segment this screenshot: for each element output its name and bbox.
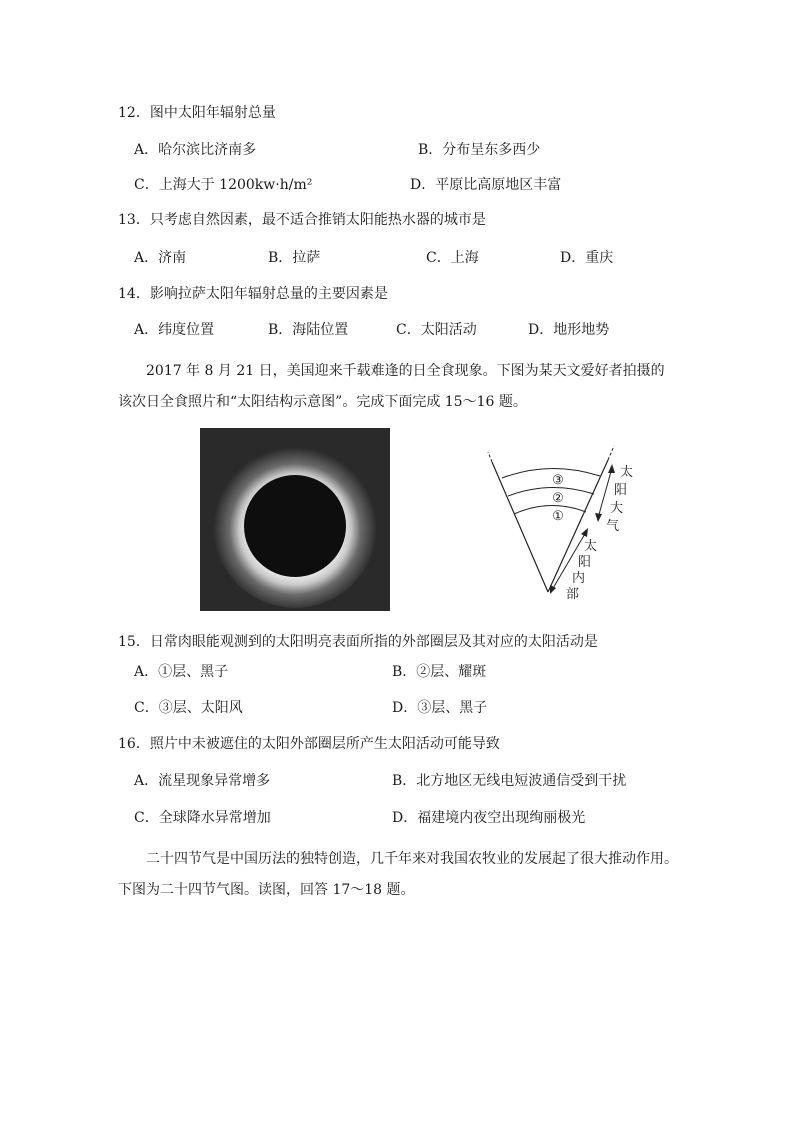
- solar-terms-intro-text: 二十四节气是中国历法的独特创造，几千年来对我国农牧业的发展起了很大推动作用。下图为二十四节气图。读图，回答 17～18 题。: [118, 851, 678, 898]
- question-13-option-a: A．济南: [134, 250, 187, 266]
- interior-char-2: 阳: [578, 555, 592, 570]
- question-14-option-d: D．地形地势: [528, 322, 610, 338]
- eclipse-intro-paragraph: [118, 356, 678, 418]
- question-15-stem: 15．日常肉眼能观测到的太阳明亮表面所指的外部圈层及其对应的太阳活动是: [118, 634, 598, 650]
- question-13-option-d: D．重庆: [560, 250, 614, 266]
- question-14-stem: 14．影响拉萨太阳年辐射总量的主要因素是: [118, 286, 388, 302]
- question-15-option-b: B．②层、耀斑: [392, 664, 487, 680]
- atmosphere-char-2: 阳: [614, 483, 628, 498]
- question-14-option-c: C．太阳活动: [396, 322, 477, 338]
- question-16-option-c: C．全球降水异常增加: [134, 810, 271, 826]
- interior-char-3: 内: [572, 571, 586, 586]
- question-13-option-c: C．上海: [426, 250, 479, 266]
- interior-arrow-head-up: [581, 528, 588, 537]
- cone-left-line: [492, 462, 548, 592]
- question-16-option-a: A．流星现象异常增多: [134, 773, 271, 789]
- question-12-option-b: B．分布呈东多西少: [418, 142, 541, 158]
- atmosphere-char-4: 气: [606, 519, 620, 534]
- question-15-option-c: C．③层、太阳风: [134, 700, 243, 716]
- sun-structure-svg: [480, 442, 640, 602]
- question-12-option-d: D．平原比高原地区丰富: [410, 177, 562, 193]
- question-15-option-a: A．①层、黑子: [134, 664, 229, 680]
- interior-char-1: 太: [584, 539, 598, 554]
- question-12-stem: 12．图中太阳年辐射总量: [118, 105, 276, 121]
- layer-arc-2: [508, 487, 594, 496]
- question-14-option-a: A．纬度位置: [134, 322, 215, 338]
- question-12-option-a: A．哈尔滨比济南多: [134, 142, 257, 158]
- interior-char-4: 部: [566, 587, 580, 602]
- atmosphere-arrow-head-down: [595, 513, 602, 522]
- solar-terms-intro-paragraph: [118, 844, 680, 906]
- atmosphere-arrow-head-up: [608, 464, 615, 473]
- eclipse-photo: [200, 428, 390, 611]
- question-13-option-b: B．拉萨: [268, 250, 321, 266]
- question-16-stem: 16．照片中未被遮住的太阳外部圈层所产生太阳活动可能导致: [118, 736, 500, 752]
- layer-label-3: ③: [552, 473, 564, 488]
- question-15-option-d: D．③层、黑子: [392, 700, 488, 716]
- layer-label-1: ①: [552, 509, 564, 524]
- atmosphere-char-1: 太: [620, 465, 634, 480]
- question-13-stem: 13．只考虑自然因素，最不适合推销太阳能热水器的城市是: [118, 212, 486, 228]
- interior-arrow-head-down: [550, 585, 556, 594]
- eclipse-photo-image: [200, 428, 390, 611]
- layer-label-2: ②: [552, 491, 564, 506]
- eclipse-intro-text: 2017 年 8 月 21 日，美国迎来千载难逢的日全食现象。下图为某天文爱好者拍摄的该次日全食照片和“太阳结构示意图”。完成下面完成 15～16 题。: [118, 363, 665, 410]
- atmosphere-char-3: 大: [610, 501, 624, 516]
- question-12-option-c: C．上海大于 1200kw·h/m²: [134, 177, 313, 193]
- layer-arc-1: [514, 505, 586, 514]
- sun-structure-diagram: [480, 442, 640, 602]
- question-14-option-b: B．海陆位置: [268, 322, 349, 338]
- layer-arc-3: [502, 468, 600, 478]
- question-16-option-b: B．北方地区无线电短波通信受到干扰: [392, 773, 627, 789]
- question-16-option-d: D．福建境内夜空出现绚丽极光: [392, 810, 586, 826]
